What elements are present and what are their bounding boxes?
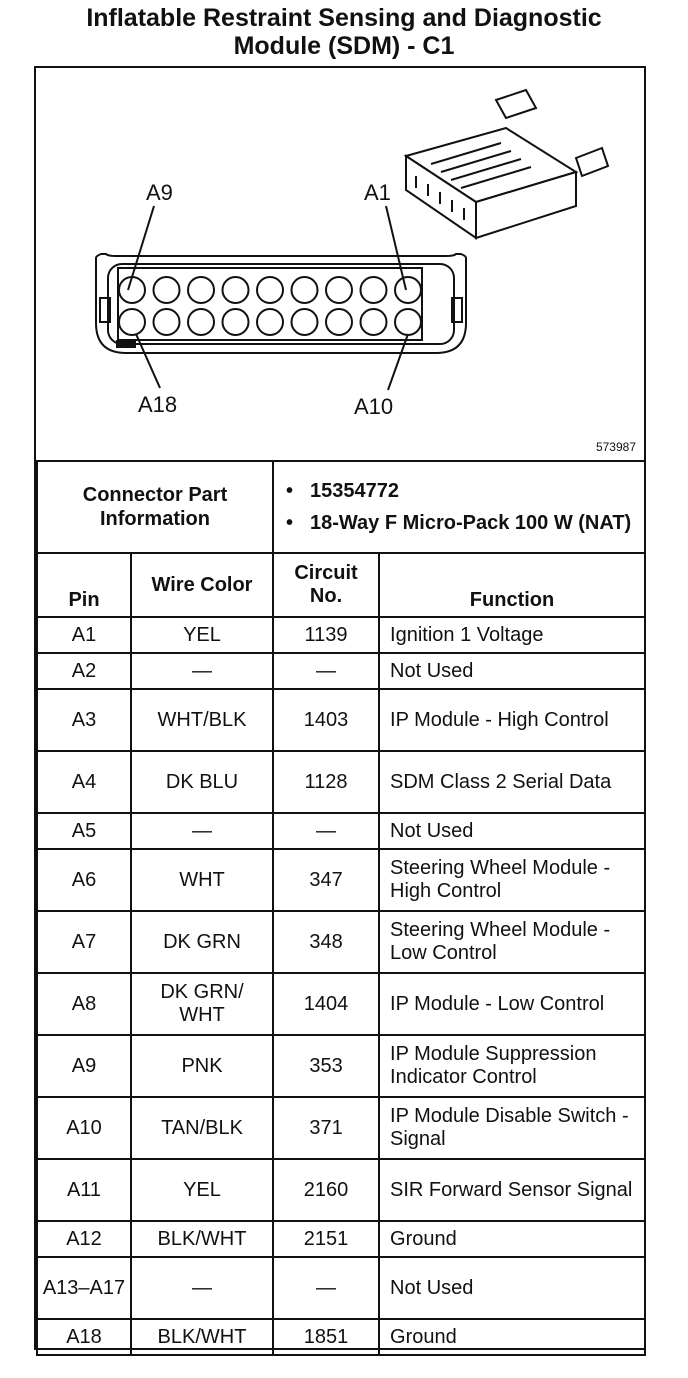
cell-function: Not Used — [379, 1257, 645, 1319]
cell-function: Ground — [379, 1319, 645, 1355]
table-row — [37, 911, 645, 973]
cell-pin: A7 — [37, 911, 131, 973]
table-row — [37, 653, 645, 689]
pin-label-a10: A10 — [354, 394, 394, 419]
figure-number: 573987 — [595, 440, 636, 454]
connector-info-row — [37, 461, 645, 553]
table-row — [37, 1035, 645, 1097]
pin-label-a1: A1 — [364, 180, 391, 205]
cell-function: IP Module Disable Switch - Signal — [379, 1097, 645, 1159]
pin-cavity — [154, 277, 180, 303]
pin-cavity — [292, 277, 318, 303]
pin-cavity — [223, 309, 249, 335]
pin-cavity — [154, 309, 180, 335]
cell-wire-color: WHT — [131, 849, 273, 911]
cell-wire-color: WHT/BLK — [131, 689, 273, 751]
header-circuit-no: Circuit No. — [273, 553, 379, 617]
cell-wire-color: — — [131, 653, 273, 689]
pin-cavity — [326, 309, 352, 335]
cell-pin: A3 — [37, 689, 131, 751]
cell-function: SDM Class 2 Serial Data — [379, 751, 645, 813]
cell-circuit-no: 2160 — [273, 1159, 379, 1221]
pin-label-a18: A18 — [138, 392, 178, 417]
leader-a18 — [136, 334, 160, 388]
pinout-rows — [37, 617, 645, 1355]
connector-drawing — [36, 68, 644, 460]
cell-pin: A5 — [37, 813, 131, 849]
connector-3d-sketch — [406, 90, 608, 238]
connector-info-label: Connector Part Information — [37, 461, 273, 553]
table-row — [37, 973, 645, 1035]
cell-circuit-no: 1851 — [273, 1319, 379, 1355]
cell-wire-color: DK GRN — [131, 911, 273, 973]
cell-wire-color: BLK/WHT — [131, 1319, 273, 1355]
cell-wire-color: TAN/BLK — [131, 1097, 273, 1159]
cell-pin: A10 — [37, 1097, 131, 1159]
cell-circuit-no: 1403 — [273, 689, 379, 751]
table-row — [37, 849, 645, 911]
table-row — [37, 751, 645, 813]
table-row — [37, 617, 645, 653]
key-tab — [116, 340, 136, 348]
cell-circuit-no: 353 — [273, 1035, 379, 1097]
cell-circuit-no: 1128 — [273, 751, 379, 813]
table-row — [37, 1319, 645, 1355]
cell-pin: A6 — [37, 849, 131, 911]
cell-circuit-no: 2151 — [273, 1221, 379, 1257]
cell-circuit-no: — — [273, 653, 379, 689]
part-number: • 15354772 — [310, 479, 640, 503]
cell-circuit-no: 1404 — [273, 973, 379, 1035]
table-row — [37, 1221, 645, 1257]
cell-pin: A2 — [37, 653, 131, 689]
header-function: Function — [379, 553, 645, 617]
cell-pin: A4 — [37, 751, 131, 813]
connector-diagram — [36, 68, 644, 460]
pin-cavity — [361, 277, 387, 303]
cell-function: SIR Forward Sensor Signal — [379, 1159, 645, 1221]
cell-circuit-no: — — [273, 813, 379, 849]
cell-wire-color: — — [131, 1257, 273, 1319]
leader-a1 — [386, 206, 406, 290]
cell-wire-color: DK BLU — [131, 751, 273, 813]
pin-cavity — [223, 277, 249, 303]
cell-pin: A8 — [37, 973, 131, 1035]
cell-wire-color: BLK/WHT — [131, 1221, 273, 1257]
cell-wire-color: YEL — [131, 1159, 273, 1221]
header-wire-color: Wire Color — [131, 553, 273, 617]
connector-description: • 18-Way F Micro-Pack 100 W (NAT) — [310, 511, 640, 535]
pin-cavity — [119, 277, 145, 303]
cell-wire-color: DK GRN/ WHT — [131, 973, 273, 1035]
pin-cavity — [395, 309, 421, 335]
connector-info-values — [273, 461, 645, 553]
cell-function: Steering Wheel Module - High Control — [379, 849, 645, 911]
table-row — [37, 689, 645, 751]
cell-function: Ignition 1 Voltage — [379, 617, 645, 653]
cell-wire-color: PNK — [131, 1035, 273, 1097]
cell-circuit-no: 371 — [273, 1097, 379, 1159]
pin-cavity — [188, 309, 214, 335]
leader-a9 — [128, 206, 154, 290]
cell-function: Steering Wheel Module - Low Control — [379, 911, 645, 973]
title-line-2: Module (SDM) - C1 — [233, 32, 455, 60]
pin-cavity — [361, 309, 387, 335]
cell-function: Not Used — [379, 653, 645, 689]
cell-pin: A12 — [37, 1221, 131, 1257]
title-line-1: Inflatable Restraint Sensing and Diagnostic — [86, 4, 602, 32]
cell-wire-color: YEL — [131, 617, 273, 653]
pin-cavity — [188, 277, 214, 303]
table-row — [37, 1159, 645, 1221]
cell-circuit-no: 1139 — [273, 617, 379, 653]
pin-grid — [119, 277, 421, 335]
table-row — [37, 1097, 645, 1159]
table-row — [37, 813, 645, 849]
pin-label-a9: A9 — [146, 180, 173, 205]
connector-sheet — [34, 66, 646, 1350]
cell-function: Not Used — [379, 813, 645, 849]
pin-cavity — [257, 309, 283, 335]
table-row — [37, 1257, 645, 1319]
cell-function: IP Module Suppression Indicator Control — [379, 1035, 645, 1097]
pinout-table — [36, 460, 646, 1356]
pin-cavity — [292, 309, 318, 335]
leader-a10 — [388, 334, 408, 390]
header-row — [37, 553, 645, 617]
cell-pin: A1 — [37, 617, 131, 653]
pin-cavity — [395, 277, 421, 303]
cell-function: IP Module - High Control — [379, 689, 645, 751]
cell-pin: A18 — [37, 1319, 131, 1355]
pin-cavity — [257, 277, 283, 303]
cell-circuit-no: 348 — [273, 911, 379, 973]
cell-circuit-no: — — [273, 1257, 379, 1319]
cell-wire-color: — — [131, 813, 273, 849]
pin-cavity — [326, 277, 352, 303]
cell-circuit-no: 347 — [273, 849, 379, 911]
cell-pin: A11 — [37, 1159, 131, 1221]
pin-cavity — [119, 309, 145, 335]
cell-pin: A9 — [37, 1035, 131, 1097]
cell-function: Ground — [379, 1221, 645, 1257]
cell-pin: A13–A17 — [37, 1257, 131, 1319]
page-title — [0, 4, 688, 60]
header-pin: Pin — [37, 553, 131, 617]
cell-function: IP Module - Low Control — [379, 973, 645, 1035]
